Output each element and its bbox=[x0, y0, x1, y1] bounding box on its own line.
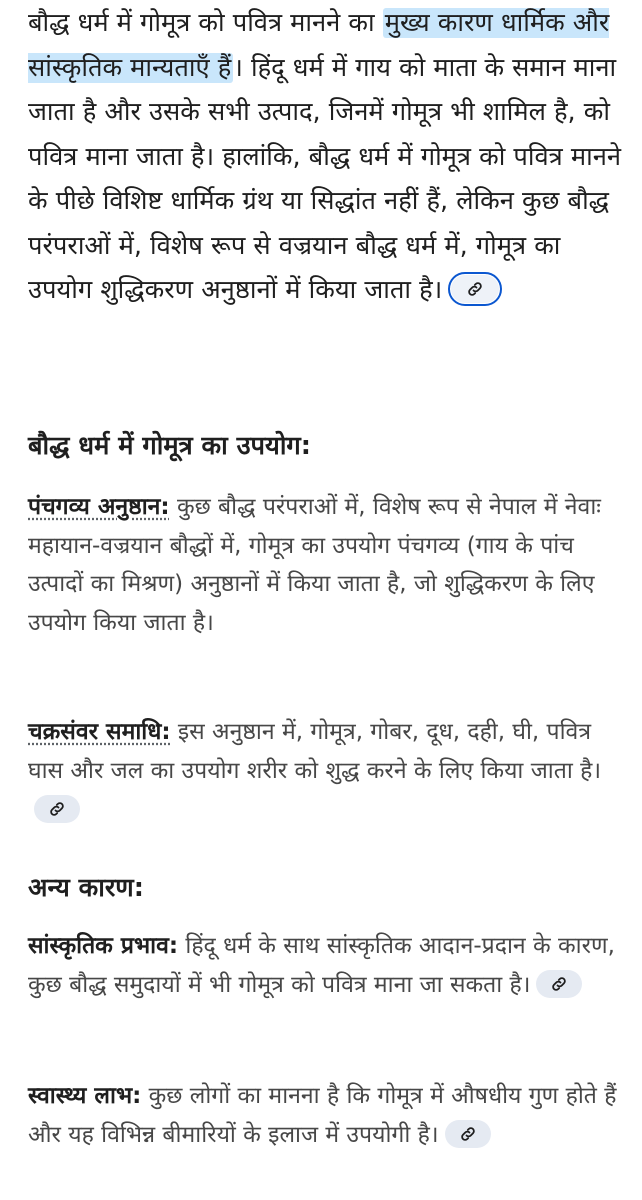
intro-text-end: । हिंदू धर्म में गाय को माता के समान माना जाता है और उसके सभी उत्पाद, जिनमें गोमूत्र भी शामिल है, को पवित्र माना जाता है। हालांकि, बौद्ध धर्म में गोमूत्र को पवित्र मानने के पीछे विशिष्ट धार्मिक ग्रंथ या सिद्धांत नहीं हैं, लेकिन कुछ बौद्ध परंपराओं में, विशेष रूप से वज्रयान बौद्ध धर्म में, गोमूत्र का उपयोग शुद्धिकरण अनुष्ठानों में किया जाता है। bbox=[28, 52, 622, 305]
item-text: इस अनुष्ठान में, गोमूत्र, गोबर, दूध, दही, घी, पवित्र घास और जल का उपयोग शरीर को शुद्ध करने के लिए किया जाता है। bbox=[28, 719, 602, 784]
term-health-benefits: स्वास्थ्य लाभ: bbox=[28, 1083, 142, 1109]
intro-paragraph bbox=[28, 1, 628, 313]
section-heading-usage: बौद्ध धर्म में गोमूत्र का उपयोग: bbox=[28, 431, 311, 461]
list-item-chakrasamvara bbox=[28, 713, 628, 829]
term-chakrasamvara[interactable]: चक्रसंवर समाधि: bbox=[28, 719, 171, 745]
item-text: हिंदू धर्म के साथ सांस्कृतिक आदान-प्रदान के कारण, कुछ बौद्ध समुदायों में भी गोमूत्र को पवित्र माना जा सकता है। bbox=[28, 933, 615, 998]
link-icon bbox=[48, 800, 66, 818]
link-icon bbox=[550, 975, 568, 993]
link-icon bbox=[459, 1125, 477, 1143]
item-text: कुछ लोगों का मानना है कि गोमूत्र में औषधीय गुण होते हैं और यह विभिन्न बीमारियों के इलाज में उपयोगी है। bbox=[28, 1083, 617, 1148]
source-link-chip[interactable] bbox=[536, 970, 582, 998]
highlighted-key-reason[interactable]: मुख्य कारण धार्मिक और सांस्कृतिक मान्यताएँ हैं bbox=[28, 8, 610, 83]
source-link-chip[interactable] bbox=[448, 272, 502, 306]
term-cultural-influence: सांस्कृतिक प्रभाव: bbox=[28, 933, 179, 959]
term-panchagavya[interactable]: पंचगव्य अनुष्ठान: bbox=[28, 494, 170, 520]
list-item-cultural-influence bbox=[28, 927, 628, 1004]
source-link-chip[interactable] bbox=[445, 1120, 491, 1148]
list-item-panchagavya bbox=[28, 488, 628, 642]
source-link-chip[interactable] bbox=[34, 795, 80, 823]
link-icon bbox=[466, 280, 484, 298]
list-item-health-benefits bbox=[28, 1077, 628, 1154]
section-heading-other-reasons: अन्य कारण: bbox=[28, 873, 144, 903]
intro-text-start: बौद्ध धर्म में गोमूत्र को पवित्र मानने का bbox=[28, 8, 383, 38]
item-text: कुछ बौद्ध परंपराओं में, विशेष रूप से नेपाल में नेवाः महायान-वज्रयान बौद्धों में, गोमूत्र का उपयोग पंचगव्य (गाय के पांच उत्पादों का मिश्रण) अनुष्ठानों में किया जाता है, जो शुद्धिकरण के लिए उपयोग किया जाता है। bbox=[28, 494, 601, 636]
